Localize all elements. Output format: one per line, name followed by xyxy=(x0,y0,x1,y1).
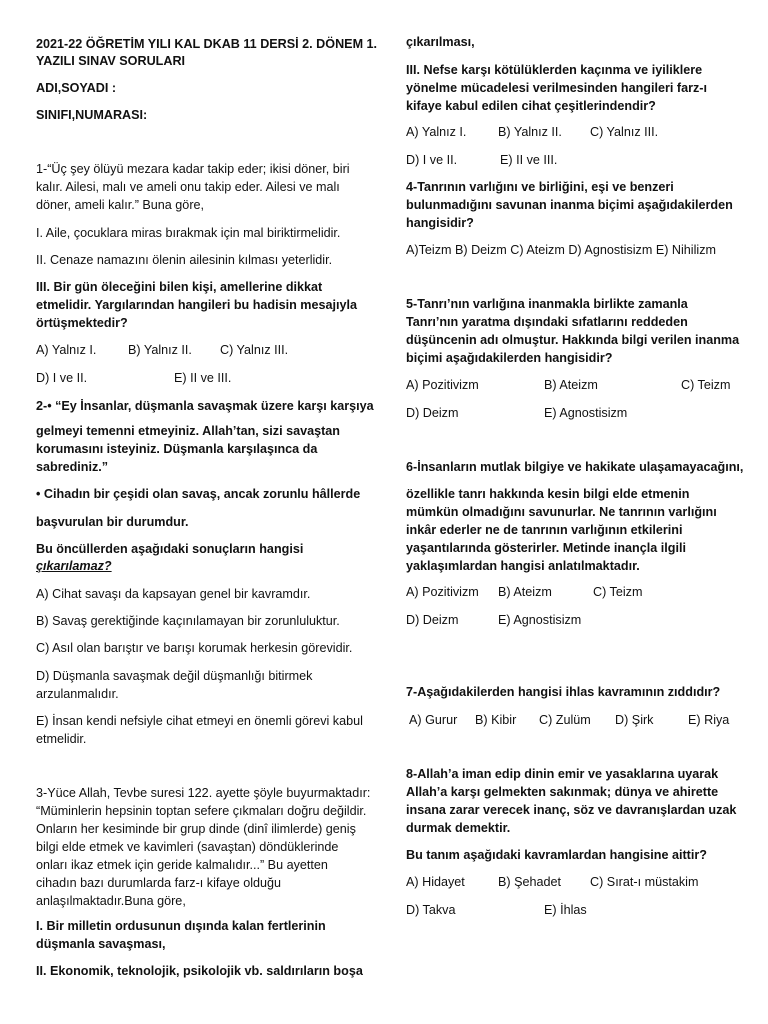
question-1-text: 1-“Üç şey ölüyü mezara kadar takip eder; ikisi döner, biri kalır. Ailesi, malı ve ameli onu takip eder. Ailesi ve malı döner, ameli kalır.” Buna göre, xyxy=(36,162,350,212)
question-3-statement-3: III. Nefse karşı kötülüklerden kaçınma ve iyiliklere yönelme mücadelesi verilmesinden hangileri farz-ı kifaye kabul edilen cihat çeşitlerindendir? xyxy=(406,63,707,113)
question-1-options-row-1 xyxy=(36,341,376,359)
question-7-option-c[interactable]: C) Zulüm xyxy=(539,713,591,727)
question-2-option-c[interactable]: C) Asıl olan barıştır ve barışı korumak herkesin görevidir. xyxy=(36,641,353,655)
question-3-option-d[interactable]: D) I ve II. xyxy=(406,153,458,167)
question-7-options xyxy=(406,711,746,729)
exam-title-line2: YAZILI SINAV SORULARI xyxy=(36,54,186,68)
question-4-options[interactable]: A)Teizm B) Deizm C) Ateizm D) Agnostisizm E) Nihilizm xyxy=(406,243,716,257)
question-1-option-c[interactable]: C) Yalnız III. xyxy=(220,343,289,357)
question-6-options-row-1 xyxy=(406,583,746,601)
question-1-option-d[interactable]: D) I ve II. xyxy=(36,371,88,385)
question-6-text: özellikle tanrı hakkında kesin bilgi elde etmenin mümkün olmadığını savunurlar. Ne tanrının varlığını inkâr ederler ne de tanrının varlığının etkilerini yaşantılarında gösterirler. Metinde inançla ilgili yaklaşımlardan hangisi anlatılmaktadır. xyxy=(406,487,717,573)
question-6-option-d[interactable]: D) Deizm xyxy=(406,613,459,627)
question-2-question: Bu öncüllerden aşağıdaki sonuçların hangisi xyxy=(36,542,304,556)
question-2-line-1: 2-• “Ey İnsanlar, düşmanla savaşmak üzere karşı karşıya xyxy=(36,399,374,413)
question-8-option-d[interactable]: D) Takva xyxy=(406,903,456,917)
question-1-option-a[interactable]: A) Yalnız I. xyxy=(36,343,97,357)
question-8-options-row-1 xyxy=(406,873,746,891)
question-8-option-a[interactable]: A) Hidayet xyxy=(406,875,465,889)
question-5-options-row-1 xyxy=(406,376,746,394)
question-5-options-row-2 xyxy=(406,404,746,422)
question-3-option-c[interactable]: C) Yalnız III. xyxy=(590,125,659,139)
class-number-label: SINIFI,NUMARASI: xyxy=(36,108,148,122)
question-1-statement-3: III. Bir gün öleceğini bilen kişi, amellerine dikkat etmelidir. Yargılarından hangileri bu hadisin mesajıyla örtüşmektedir? xyxy=(36,280,358,330)
question-2-question-emphasis: çıkarılamaz? xyxy=(36,559,112,573)
question-1-statement-2: II. Cenaze namazını ölenin ailesinin kılması yeterlidir. xyxy=(36,253,333,267)
question-1-option-b[interactable]: B) Yalnız II. xyxy=(128,343,192,357)
question-2-option-a[interactable]: A) Cihat savaşı da kapsayan genel bir kavramdır. xyxy=(36,587,311,601)
question-8-option-c[interactable]: C) Sırat-ı müstakim xyxy=(590,875,699,889)
question-5-option-c[interactable]: C) Teizm xyxy=(681,378,731,392)
question-8-option-b[interactable]: B) Şehadet xyxy=(498,875,562,889)
question-7-option-d[interactable]: D) Şirk xyxy=(615,713,654,727)
question-6-line-1: 6-İnsanların mutlak bilgiye ve hakikate ulaşamayacağını, xyxy=(406,460,744,474)
question-5-option-e[interactable]: E) Agnostisizm xyxy=(544,406,628,420)
question-4-text: 4-Tanrının varlığını ve birliğini, eşi ve benzeri bulunmadığını savunan inanma biçimi aşağıdakilerden hangisidir? xyxy=(406,180,733,230)
question-2-line-4: başvurulan bir durumdur. xyxy=(36,515,189,529)
question-8-option-e[interactable]: E) İhlas xyxy=(544,903,587,917)
question-7-option-e[interactable]: E) Riya xyxy=(688,713,730,727)
question-1-statement-1: I. Aile, çocuklara miras bırakmak için mal biriktirmelidir. xyxy=(36,226,341,240)
question-5-option-a[interactable]: A) Pozitivizm xyxy=(406,378,479,392)
question-7-option-b[interactable]: B) Kibir xyxy=(475,713,517,727)
question-6-option-b[interactable]: B) Ateizm xyxy=(498,585,552,599)
question-2-line-2: gelmeyi temenni etmeyiniz. Allah’tan, sizi savaştan korumasını isteyiniz. Düşmanla karşılaşınca da sabrediniz.” xyxy=(36,424,340,474)
question-6-options-row-2 xyxy=(406,611,746,629)
question-3-option-b[interactable]: B) Yalnız II. xyxy=(498,125,562,139)
question-5-text: 5-Tanrı’nın varlığına inanmakla birlikte zamanla Tanrı’nın yaratma dışındaki sıfatlarını reddeden düşüncenin adı olmuştur. Hakkında bilgi verilen inanma biçimi aşağıdakilerden hangisidir? xyxy=(406,297,740,365)
question-3-statement-1: I. Bir milletin ordusunun dışında kalan fertlerinin düşmanla savaşması, xyxy=(36,919,326,951)
question-3-option-a[interactable]: A) Yalnız I. xyxy=(406,125,467,139)
question-5-option-b[interactable]: B) Ateizm xyxy=(544,378,598,392)
question-3-statement-2: II. Ekonomik, teknolojik, psikolojik vb. saldırıların boşa xyxy=(36,964,363,978)
question-6-option-c[interactable]: C) Teizm xyxy=(593,585,643,599)
question-7-text: 7-Aşağıdakilerden hangisi ihlas kavramının zıddıdır? xyxy=(406,685,721,699)
question-6-option-a[interactable]: A) Pozitivizm xyxy=(406,585,479,599)
question-8-text: 8-Allah’a iman edip dinin emir ve yasaklarına uyarak Allah’a karşı gelmekten sakınmak; dünya ve ahirette insana zarar verecek inanç, söz ve davranışlardan uzak durmak demektir. xyxy=(406,767,737,835)
question-5-option-d[interactable]: D) Deizm xyxy=(406,406,459,420)
question-2-option-d[interactable]: D) Düşmanla savaşmak değil düşmanlığı bitirmek arzulanmalıdır. xyxy=(36,669,313,701)
exam-title-line1: 2021-22 ÖĞRETİM YILI KAL DKAB 11 DERSİ 2. DÖNEM 1. xyxy=(36,37,378,51)
question-3-options-row-2 xyxy=(406,151,746,169)
question-3-text: 3-Yüce Allah, Tevbe suresi 122. ayette şöyle buyurmaktadır: “Müminlerin hepsinin toptan sefere çıkmaları doğru değildir. Onların her kesiminde bir grup dinde (dinî ilimlerde) geniş bilgi elde etmek ve kavimleri (savaştan) döndüklerinde onları ikaz etmek için geride kalmalıdır...” Bu ayetten cihadın bazı durumlarda farz-ı kifaye olduğu anlaşılmaktadır.Buna göre, xyxy=(36,786,371,908)
name-label: ADI,SOYADI : xyxy=(36,81,117,95)
question-3-option-e[interactable]: E) II ve III. xyxy=(500,153,558,167)
question-3-options-row-1 xyxy=(406,123,746,141)
question-2-option-e[interactable]: E) İnsan kendi nefsiyle cihat etmeyi en önemli görevi kabul etmelidir. xyxy=(36,714,363,746)
question-1-options-row-2 xyxy=(36,369,376,387)
question-2-line-3: • Cihadın bir çeşidi olan savaş, ancak zorunlu hâllerde xyxy=(36,487,361,501)
question-7-option-a[interactable]: A) Gurur xyxy=(409,713,458,727)
question-1-option-e[interactable]: E) II ve III. xyxy=(174,371,232,385)
question-8-question: Bu tanım aşağıdaki kavramlardan hangisine aittir? xyxy=(406,848,707,862)
question-2-option-b[interactable]: B) Savaş gerektiğinde kaçınılamayan bir zorunluluktur. xyxy=(36,614,340,628)
question-6-option-e[interactable]: E) Agnostisizm xyxy=(498,613,582,627)
question-3-statement-2-continued: çıkarılması, xyxy=(406,35,475,49)
question-8-options-row-2 xyxy=(406,901,746,919)
